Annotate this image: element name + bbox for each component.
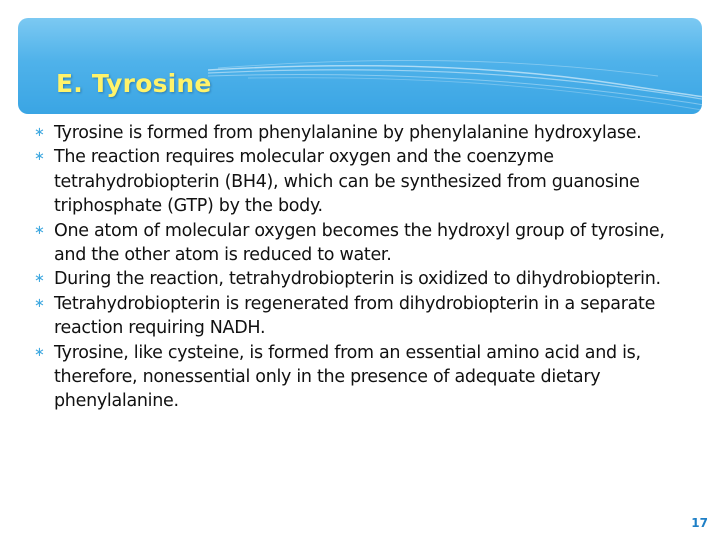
- asterisk-bullet-icon: ∗: [34, 149, 45, 165]
- list-item: [34, 267, 694, 291]
- list-item: [34, 219, 694, 268]
- bullet-text: Tetrahydrobiopterin is regenerated from dihydrobiopterin in a separate reaction requiring NADH.: [54, 293, 656, 339]
- list-item: [34, 121, 694, 145]
- list-item: [34, 145, 694, 218]
- bullet-list: [34, 121, 694, 414]
- bullet-text: One atom of molecular oxygen becomes the hydroxyl group of tyrosine, and the other atom is reduced to water.: [54, 220, 665, 266]
- title-banner: [18, 18, 702, 114]
- asterisk-bullet-icon: ∗: [34, 222, 45, 238]
- bullet-text: Tyrosine is formed from phenylalanine by phenylalanine hydroxylase.: [54, 123, 642, 143]
- asterisk-bullet-icon: ∗: [34, 271, 45, 287]
- asterisk-bullet-icon: ∗: [34, 125, 45, 140]
- page-number: 17: [691, 516, 708, 530]
- list-item: [34, 341, 694, 414]
- bullet-text: Tyrosine, like cysteine, is formed from an essential amino acid and is, therefore, nonessential only in the presence of adequate dietary phenylalanine.: [54, 342, 641, 412]
- bullet-text: The reaction requires molecular oxygen and the coenzyme tetrahydrobiopterin (BH4), which can be synthesized from guanosine triphosphate (GTP) by the body.: [54, 147, 640, 217]
- asterisk-bullet-icon: ∗: [34, 344, 45, 360]
- list-item: [34, 292, 694, 341]
- asterisk-bullet-icon: ∗: [34, 295, 45, 311]
- bullet-text: During the reaction, tetrahydrobiopterin is oxidized to dihydrobiopterin.: [54, 269, 661, 290]
- slide-title: E. Tyrosine: [56, 69, 212, 98]
